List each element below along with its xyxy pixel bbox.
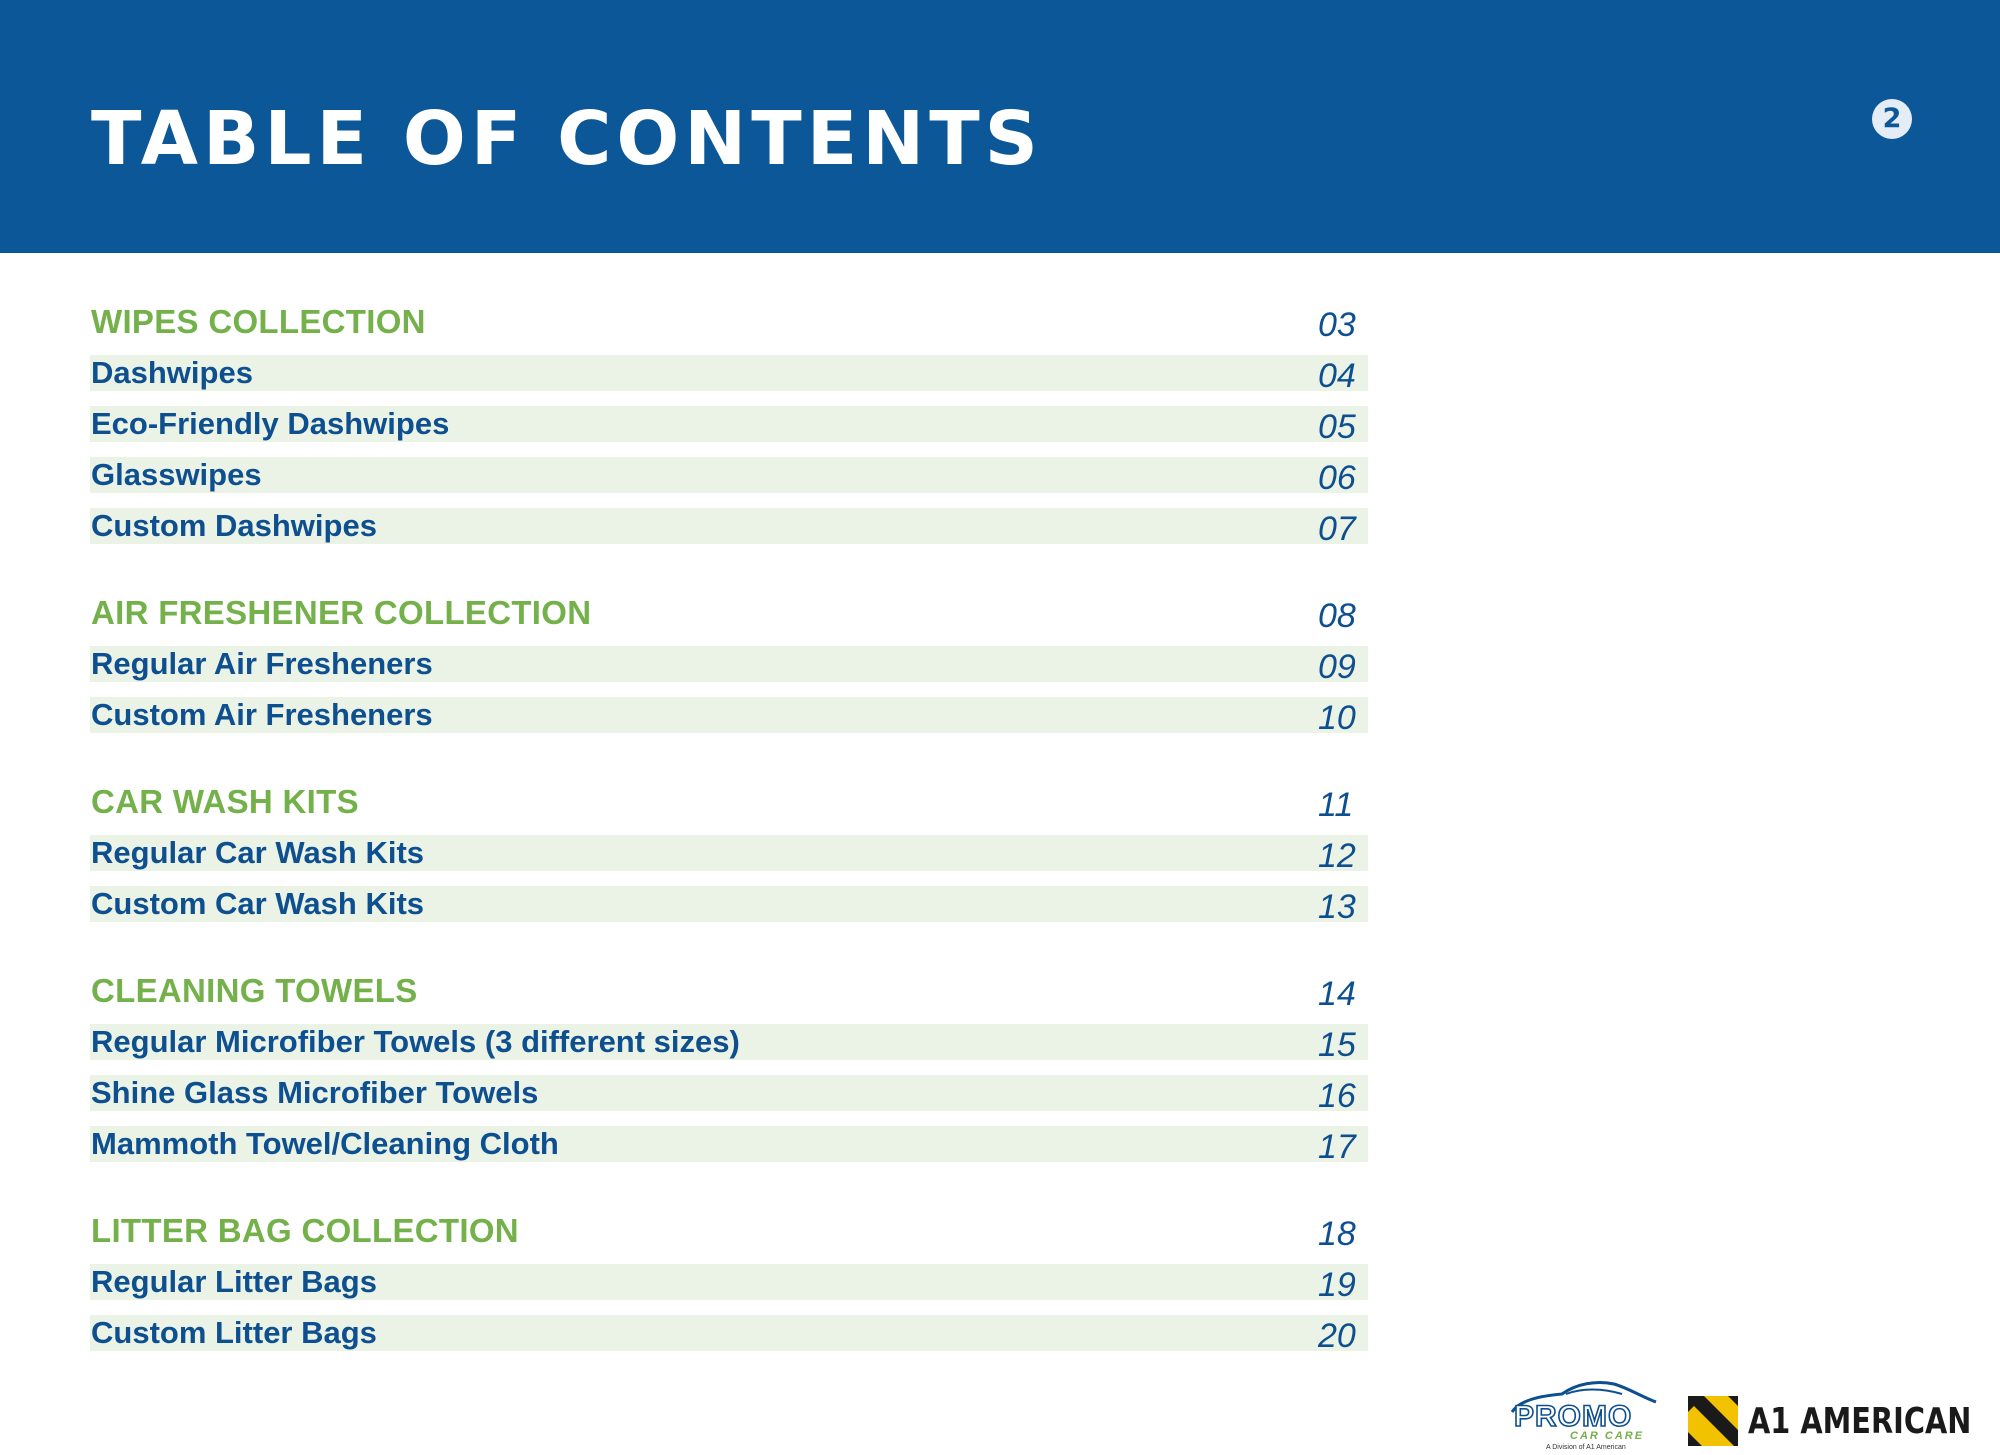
- toc-entry-label: Regular Air Fresheners: [91, 646, 433, 681]
- toc-entry-page-number: 13: [1318, 888, 1356, 926]
- toc-entry-page-number: 17: [1318, 1128, 1356, 1166]
- toc-entry-label: Shine Glass Microfiber Towels: [91, 1075, 539, 1110]
- toc-section-heading[interactable]: [90, 594, 1368, 635]
- a1-american-logo: [1688, 1396, 1972, 1448]
- promo-car-care-logo: [1510, 1378, 1660, 1454]
- section-heading-label: CLEANING TOWELS: [91, 972, 418, 1009]
- toc-section-heading[interactable]: [90, 303, 1368, 344]
- a1-american-wordmark: A1 AMERICAN: [1748, 1401, 1972, 1442]
- toc-entry-label: Custom Air Fresheners: [91, 697, 433, 732]
- promo-subtitle: CAR CARE: [1570, 1430, 1645, 1442]
- page-number-badge: 2: [1872, 99, 1912, 139]
- section-heading-label: LITTER BAG COLLECTION: [91, 1212, 519, 1249]
- toc-entry[interactable]: [90, 1264, 1368, 1304]
- toc-entry[interactable]: [90, 406, 1368, 446]
- toc-entry-page-number: 05: [1318, 408, 1356, 446]
- toc-section: [90, 972, 1368, 1166]
- toc-entry[interactable]: [90, 1024, 1368, 1064]
- section-page-number: 11: [1318, 786, 1354, 824]
- header-banner: [0, 0, 2000, 253]
- toc-entry-page-number: 09: [1318, 648, 1356, 686]
- a1-stripes-icon: [1688, 1396, 1738, 1446]
- toc-entry[interactable]: [90, 835, 1368, 875]
- toc-section-heading[interactable]: [90, 1212, 1368, 1253]
- footer-logos: [1510, 1378, 1972, 1454]
- toc-entry-page-number: 07: [1318, 510, 1356, 548]
- toc-entry-label: Regular Car Wash Kits: [91, 835, 425, 870]
- toc-entry-page-number: 16: [1318, 1077, 1356, 1115]
- toc-entry[interactable]: [90, 355, 1368, 395]
- toc-entry[interactable]: [90, 1126, 1368, 1166]
- section-page-number: 14: [1318, 975, 1356, 1013]
- section-page-number: 18: [1318, 1215, 1356, 1253]
- section-heading-label: CAR WASH KITS: [91, 783, 359, 820]
- toc-section: [90, 594, 1368, 737]
- toc-entry-page-number: 12: [1318, 837, 1356, 875]
- toc-entry[interactable]: [90, 646, 1368, 686]
- promo-division-note: A Division of A1 American: [1546, 1444, 1626, 1451]
- toc-entry-page-number: 19: [1318, 1266, 1356, 1304]
- toc-entry[interactable]: [90, 1075, 1368, 1115]
- toc-section: [90, 783, 1368, 926]
- toc-entry[interactable]: [90, 1315, 1368, 1355]
- toc-entry[interactable]: [90, 697, 1368, 737]
- toc-entry-label: Regular Microfiber Towels (3 different sizes): [91, 1024, 740, 1059]
- toc-section-heading[interactable]: [90, 783, 1368, 824]
- toc-entry-label: Regular Litter Bags: [91, 1264, 377, 1299]
- toc-entry[interactable]: [90, 886, 1368, 926]
- toc-entry-label: Eco-Friendly Dashwipes: [91, 406, 450, 441]
- toc-entry-page-number: 10: [1318, 699, 1356, 737]
- toc-entry-label: Custom Litter Bags: [91, 1315, 377, 1350]
- toc-entry-label: Custom Car Wash Kits: [91, 886, 425, 921]
- toc-entry[interactable]: [90, 508, 1368, 548]
- toc-entry-label: Custom Dashwipes: [91, 508, 377, 543]
- toc-entry[interactable]: [90, 457, 1368, 497]
- page-title: TABLE OF CONTENTS: [91, 96, 1043, 182]
- promo-wordmark: PROMO: [1514, 1400, 1633, 1433]
- table-of-contents: [90, 304, 1368, 1402]
- toc-entry-page-number: 06: [1318, 459, 1356, 497]
- section-page-number: 08: [1318, 597, 1356, 635]
- toc-entry-label: Glasswipes: [91, 457, 262, 492]
- toc-entry-page-number: 15: [1318, 1026, 1356, 1064]
- section-heading-label: AIR FRESHENER COLLECTION: [91, 594, 592, 631]
- toc-entry-label: Mammoth Towel/Cleaning Cloth: [91, 1126, 559, 1161]
- toc-section: [90, 1212, 1368, 1355]
- toc-entry-label: Dashwipes: [91, 355, 253, 390]
- section-page-number: 03: [1318, 306, 1356, 344]
- toc-section: [90, 303, 1368, 548]
- toc-entry-page-number: 04: [1318, 357, 1356, 395]
- section-heading-label: WIPES COLLECTION: [91, 303, 426, 340]
- toc-entry-page-number: 20: [1318, 1317, 1356, 1355]
- toc-section-heading[interactable]: [90, 972, 1368, 1013]
